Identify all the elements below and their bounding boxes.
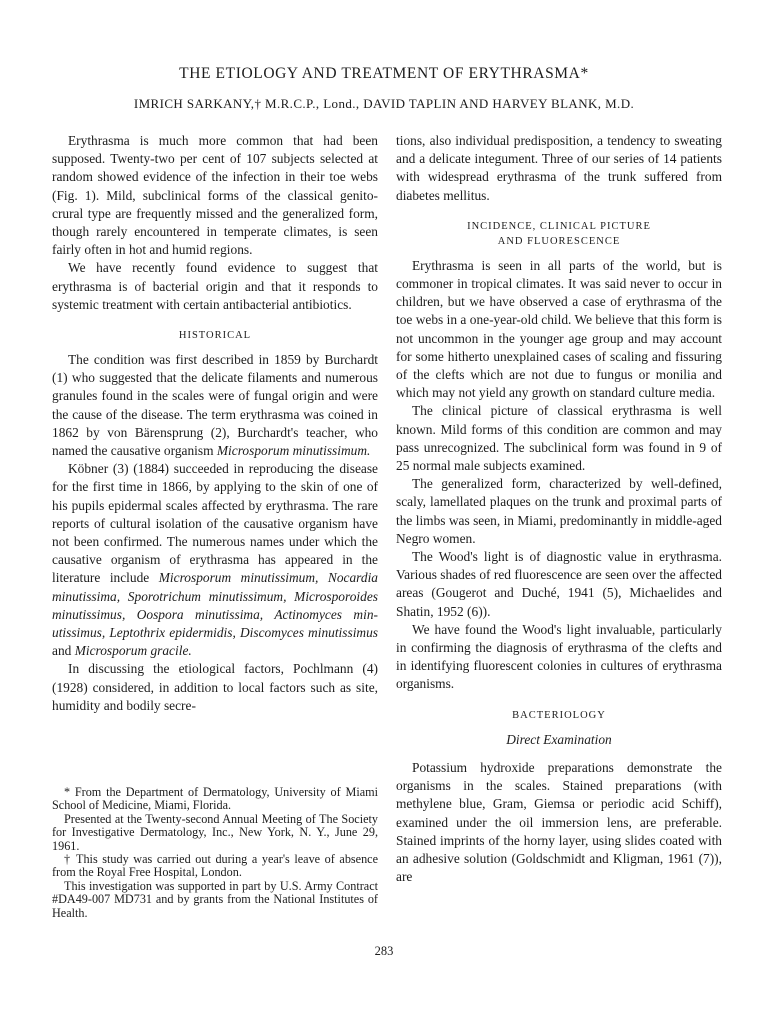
section-heading-incidence-line-2: AND FLUORESCENCE bbox=[497, 235, 621, 247]
incidence-paragraph-1: Erythrasma is seen in all parts of the world, but is commoner in tropical climates. It was said never to occur in children, but we have observed a case of erythrasma of the toe webs in a one-year-old child. We believe that this form is not uncommon in the younger age group and may account for some hitherto unexplained cases of scaling and fissuring of the clefts which are not due to fungus or monilia and which may not yield any growth on standard culture media. bbox=[396, 257, 722, 401]
organism-name-list: Microsporum minutissimum, Nocardia minutissima, Sporotrichum minutissimum, Microsporoides minutissimus, Oospora minutissima, Actinomyces minutissimus, Leptothrix epidermidis, Discomyces minutissimus bbox=[52, 570, 378, 641]
section-heading-historical: HISTORICAL bbox=[178, 330, 252, 342]
organism-name: Microsporum minutissimum. bbox=[216, 443, 371, 459]
conjunction: and bbox=[52, 643, 72, 659]
incidence-paragraph-4: The Wood's light is of diagnostic value in erythrasma. Various shades of red fluorescence are seen over the affected areas (Gougerot and Duché, 1941 (5), Michaelides and Shatin, 1952 (6)). bbox=[396, 549, 722, 619]
section-heading-incidence bbox=[396, 219, 722, 249]
bacteriology-paragraph-1: Potassium hydroxide preparations demonstrate the organisms in the scales. Stained preparations (with methylene blue, Gram, Giemsa or periodic acid Schiff), examined under the oil immersion lens, are preferable. Stained imprints of the horny layer, using slides coated with an adhesive solution (Goldschmidt and Kligman, 1961 (7)), are bbox=[396, 759, 722, 885]
intro-paragraph-2: We have recently found evidence to suggest that erythrasma is of bacterial origin and that it responds to systemic treatment with certain antibacterial antibiotics. bbox=[52, 260, 378, 312]
article-title: THE ETIOLOGY AND TREATMENT OF ERYTHRASMA* bbox=[179, 65, 589, 82]
section-heading-bacteriology: BACTERIOLOGY bbox=[512, 709, 606, 721]
historical-paragraph-1-text: The condition was first described in 1859 by Burchardt (1) who suggested that the delicate filaments and numerous granules found in the scales were of fungal origin and were the cause of the disease. The term erythrasma was coined in 1862 by von Bärensprung (2), Burchardt's teacher, who named the causative organism bbox=[52, 352, 378, 459]
incidence-paragraph-2: The clinical picture of classical erythrasma is well known. Mild forms of this condition are common and may pass unrecognized. The subclinical form was found in 9 of 25 normal male subjects examined. bbox=[396, 403, 722, 474]
footnote-funding: This investigation was supported in part by U.S. Army Contract #DA49-007 MD731 and by grants from the National Institutes of Health. bbox=[52, 878, 378, 920]
subheading-direct-examination: Direct Examination bbox=[506, 731, 612, 747]
historical-paragraph-1 bbox=[52, 351, 378, 460]
incidence-paragraph-5: We have found the Wood's light invaluable, particularly in confirming the diagnosis of erythrasma of the clefts and in identifying fluorescent colonies in cultures of erythrasma organisms. bbox=[396, 621, 722, 692]
section-heading-incidence-line-1: INCIDENCE, CLINICAL PICTURE bbox=[467, 220, 651, 232]
page-number: 283 bbox=[374, 944, 394, 958]
left-column bbox=[52, 132, 378, 715]
footnote-presented: Presented at the Twenty-second Annual Meeting of The Society for Investigative Dermatology, Inc., New York, N. Y., June 29, 1961. bbox=[52, 811, 378, 853]
incidence-paragraph-3: The generalized form, characterized by well-defined, scaly, lamellated plaques on the trunk and proximal parts of the limbs was seen, in Miami, predominantly in middle-aged Negro women. bbox=[396, 476, 722, 546]
historical-paragraph-2 bbox=[52, 460, 378, 660]
footnote-affiliation: * From the Department of Dermatology, University of Miami School of Medicine, Miami, Florida. bbox=[52, 785, 378, 813]
footnote-leave: † This study was carried out during a year's leave of absence from the Royal Free Hospital, London. bbox=[52, 852, 378, 880]
continued-paragraph: tions, also individual predisposition, a tendency to sweating and a delicate integument. Three of our series of 14 patients with widespread erythrasma of the trunk suffered from diabetes mellitus. bbox=[396, 133, 722, 203]
historical-paragraph-3: In discussing the etiological factors, Pochlmann (4) (1928) considered, in addition to local factors such as site, humidity and bodily secre- bbox=[52, 661, 378, 713]
author-line: IMRICH SARKANY,† M.R.C.P., Lond., DAVID TAPLIN AND HARVEY BLANK, M.D. bbox=[133, 96, 635, 111]
footnotes bbox=[52, 786, 378, 920]
right-column bbox=[396, 132, 722, 886]
historical-paragraph-2-text: Köbner (3) (1884) succeeded in reproducing the disease for the first time in 1866, by applying to the skin of one of his pupils epidermal scales affected by erythrasma. The rare reports of cultural isolation of the causative organism have not been confirmed. The numerous names under which the causative organism of erythrasma has appeared in the literature include bbox=[52, 461, 378, 586]
intro-paragraph-1: Erythrasma is much more common that had been supposed. Twenty-two per cent of 107 subjects selected at random showed evidence of the infection in their toe webs (Fig. 1). Mild, subclinical forms of the classical genito-crural type are frequently missed and the generalized form, though rarely encountered in temperate climates, is seen fairly often in hot and humid regions. bbox=[52, 133, 378, 258]
organism-name-last: Microsporum gracile. bbox=[74, 643, 192, 659]
